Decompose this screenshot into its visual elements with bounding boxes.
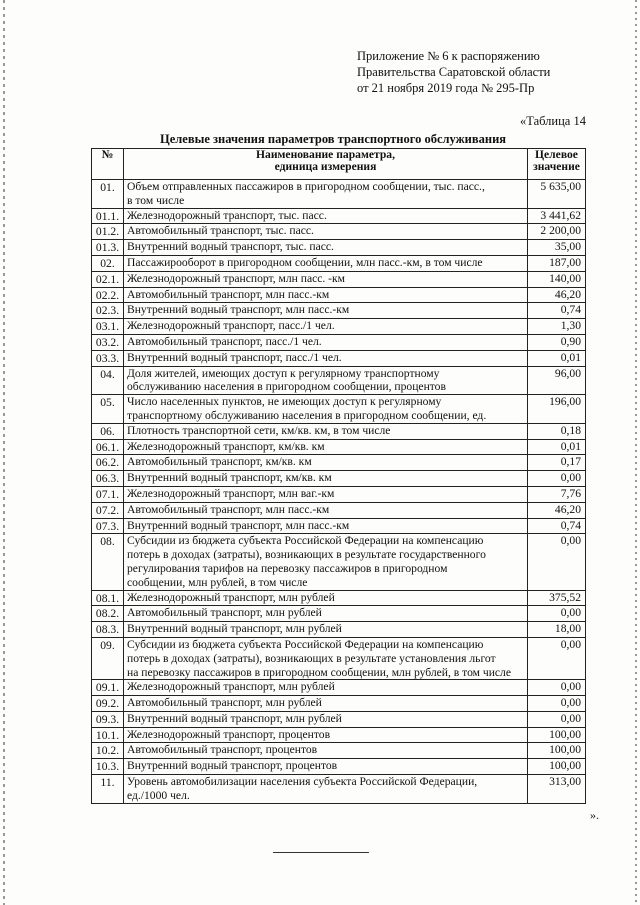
target-value: 0,00 (528, 680, 586, 696)
table-row (92, 439, 586, 455)
target-value: 0,00 (528, 534, 586, 590)
row-number: 10.3. (92, 759, 124, 775)
row-number: 09.1. (92, 680, 124, 696)
parameter-name: Железнодорожный транспорт, км/кв. км (124, 439, 528, 455)
target-value: 46,20 (528, 287, 586, 303)
row-number: 09. (92, 637, 124, 679)
parameter-name: Железнодорожный транспорт, млн ваг.-км (124, 486, 528, 502)
parameter-name: Автомобильный транспорт, млн пасс.-км (124, 502, 528, 518)
parameter-name: Внутренний водный транспорт, млн рублей (124, 711, 528, 727)
target-value: 1,30 (528, 319, 586, 335)
target-value: 375,52 (528, 590, 586, 606)
row-number: 02.1. (92, 271, 124, 287)
row-number: 06.2. (92, 455, 124, 471)
row-number: 08. (92, 534, 124, 590)
parameter-name: Субсидии из бюджета субъекта Российской Федерации на компенсацию потерь в доходах (затраты), возникающих в результате государственного регулирования тарифов на перевозку пассажиров в пригородном сообщении, млн рублей, в том числе (124, 534, 528, 590)
row-number: 10.1. (92, 727, 124, 743)
parameter-name: Автомобильный транспорт, км/кв. км (124, 455, 528, 471)
parameter-name: Автомобильный транспорт, млн рублей (124, 696, 528, 712)
table-row (92, 637, 586, 679)
table-row (92, 366, 586, 395)
table-body (92, 180, 586, 804)
row-number: 03.3. (92, 350, 124, 366)
table-row (92, 622, 586, 638)
target-value: 0,17 (528, 455, 586, 471)
table-row (92, 727, 586, 743)
target-value: 96,00 (528, 366, 586, 395)
table-row (92, 471, 586, 487)
parameters-table (91, 148, 586, 804)
row-number: 07.2. (92, 502, 124, 518)
table-row (92, 180, 586, 209)
table-row (92, 534, 586, 590)
target-value: 0,01 (528, 350, 586, 366)
parameter-name: Внутренний водный транспорт, млн рублей (124, 622, 528, 638)
scan-edge-right (635, 0, 637, 905)
table-row (92, 208, 586, 224)
table-row (92, 303, 586, 319)
table-row (92, 271, 586, 287)
target-value: 140,00 (528, 271, 586, 287)
target-value: 187,00 (528, 255, 586, 271)
parameter-name: Внутренний водный транспорт, млн пасс.-км (124, 518, 528, 534)
target-value: 196,00 (528, 395, 586, 424)
target-value: 46,20 (528, 502, 586, 518)
row-number: 08.3. (92, 622, 124, 638)
row-number: 06.3. (92, 471, 124, 487)
parameter-name: Железнодорожный транспорт, пасс./1 чел. (124, 319, 528, 335)
target-value: 5 635,00 (528, 180, 586, 209)
table-row (92, 255, 586, 271)
target-value: 0,00 (528, 637, 586, 679)
target-value: 35,00 (528, 240, 586, 256)
row-number: 06.1. (92, 439, 124, 455)
parameter-name: Субсидии из бюджета субъекта Российской Федерации на компенсацию потерь в доходах (затраты), возникающих в результате установления льгот на перевозку пассажиров в пригородном сообщении, млн рублей, в том числе (124, 637, 528, 679)
table-row (92, 319, 586, 335)
row-number: 01.2. (92, 224, 124, 240)
parameter-name: Автомобильный транспорт, пасс./1 чел. (124, 334, 528, 350)
target-value: 313,00 (528, 775, 586, 804)
appendix-header (357, 48, 550, 96)
target-value: 3 441,62 (528, 208, 586, 224)
target-value: 7,76 (528, 486, 586, 502)
parameter-name: Железнодорожный транспорт, млн рублей (124, 590, 528, 606)
row-number: 01.3. (92, 240, 124, 256)
column-header-number: № (92, 149, 124, 180)
row-number: 02. (92, 255, 124, 271)
row-number: 11. (92, 775, 124, 804)
parameter-name: Автомобильный транспорт, тыс. пасс. (124, 224, 528, 240)
scan-edge-left (3, 0, 5, 905)
table-row (92, 711, 586, 727)
footer-rule (273, 852, 369, 853)
row-number: 08.1. (92, 590, 124, 606)
row-number: 06. (92, 423, 124, 439)
target-value: 2 200,00 (528, 224, 586, 240)
closing-quote: ». (590, 808, 599, 822)
table-title: Целевые значения параметров транспортного обслуживания (160, 132, 507, 146)
row-number: 07.1. (92, 486, 124, 502)
parameter-name: Доля жителей, имеющих доступ к регулярному транспортному обслуживанию населения в пригородном сообщении, процентов (124, 366, 528, 395)
table-row (92, 287, 586, 303)
parameter-name: Внутренний водный транспорт, пасс./1 чел. (124, 350, 528, 366)
table-header-row (92, 149, 586, 180)
target-value: 0,74 (528, 303, 586, 319)
appendix-line: от 21 ноября 2019 года № 295-Пр (357, 81, 535, 95)
row-number: 07.3. (92, 518, 124, 534)
row-number: 01. (92, 180, 124, 209)
table-row (92, 606, 586, 622)
target-value: 0,74 (528, 518, 586, 534)
parameter-name: Автомобильный транспорт, процентов (124, 743, 528, 759)
table-reference: «Таблица 14 (520, 114, 586, 128)
target-value: 100,00 (528, 743, 586, 759)
table-row (92, 680, 586, 696)
table-row (92, 518, 586, 534)
target-value: 0,00 (528, 471, 586, 487)
target-value: 0,01 (528, 439, 586, 455)
table-row (92, 743, 586, 759)
target-value: 0,00 (528, 711, 586, 727)
parameter-name: Автомобильный транспорт, млн рублей (124, 606, 528, 622)
table-row (92, 590, 586, 606)
row-number: 04. (92, 366, 124, 395)
target-value: 18,00 (528, 622, 586, 638)
row-number: 02.3. (92, 303, 124, 319)
appendix-line: Правительства Саратовской области (357, 65, 551, 79)
target-value: 0,18 (528, 423, 586, 439)
target-value: 0,00 (528, 606, 586, 622)
table-row (92, 395, 586, 424)
parameter-name: Внутренний водный транспорт, процентов (124, 759, 528, 775)
parameter-name: Пассажирооборот в пригородном сообщении, млн пасс.-км, в том числе (124, 255, 528, 271)
row-number: 09.3. (92, 711, 124, 727)
parameter-name: Объем отправленных пассажиров в пригородном сообщении, тыс. пасс., в том числе (124, 180, 528, 209)
target-value: 100,00 (528, 727, 586, 743)
table-row (92, 759, 586, 775)
target-value: 0,90 (528, 334, 586, 350)
table-row (92, 486, 586, 502)
parameter-name: Внутренний водный транспорт, млн пасс.-км (124, 303, 528, 319)
parameter-name: Железнодорожный транспорт, млн рублей (124, 680, 528, 696)
table-row (92, 334, 586, 350)
column-header-value: Целевое значение (528, 149, 586, 180)
parameter-name: Внутренний водный транспорт, тыс. пасс. (124, 240, 528, 256)
parameter-name: Железнодорожный транспорт, тыс. пасс. (124, 208, 528, 224)
table-row (92, 240, 586, 256)
parameter-name: Число населенных пунктов, не имеющих доступ к регулярному транспортному обслуживанию населения в пригородном сообщении, ед. (124, 395, 528, 424)
table-row (92, 775, 586, 804)
row-number: 08.2. (92, 606, 124, 622)
column-header-name: Наименование параметра, единица измерения (124, 149, 528, 180)
table-row (92, 502, 586, 518)
parameter-name: Плотность транспортной сети, км/кв. км, в том числе (124, 423, 528, 439)
parameter-name: Уровень автомобилизации населения субъекта Российской Федерации, ед./1000 чел. (124, 775, 528, 804)
row-number: 02.2. (92, 287, 124, 303)
target-value: 0,00 (528, 696, 586, 712)
table-row (92, 224, 586, 240)
row-number: 10.2. (92, 743, 124, 759)
table-row (92, 423, 586, 439)
row-number: 01.1. (92, 208, 124, 224)
parameter-name: Железнодорожный транспорт, млн пасс. -км (124, 271, 528, 287)
appendix-line: Приложение № 6 к распоряжению (357, 49, 540, 63)
parameter-name: Автомобильный транспорт, млн пасс.-км (124, 287, 528, 303)
table-row (92, 350, 586, 366)
row-number: 05. (92, 395, 124, 424)
row-number: 03.1. (92, 319, 124, 335)
target-value: 100,00 (528, 759, 586, 775)
row-number: 09.2. (92, 696, 124, 712)
parameter-name: Железнодорожный транспорт, процентов (124, 727, 528, 743)
parameter-name: Внутренний водный транспорт, км/кв. км (124, 471, 528, 487)
row-number: 03.2. (92, 334, 124, 350)
table-row (92, 455, 586, 471)
table-row (92, 696, 586, 712)
